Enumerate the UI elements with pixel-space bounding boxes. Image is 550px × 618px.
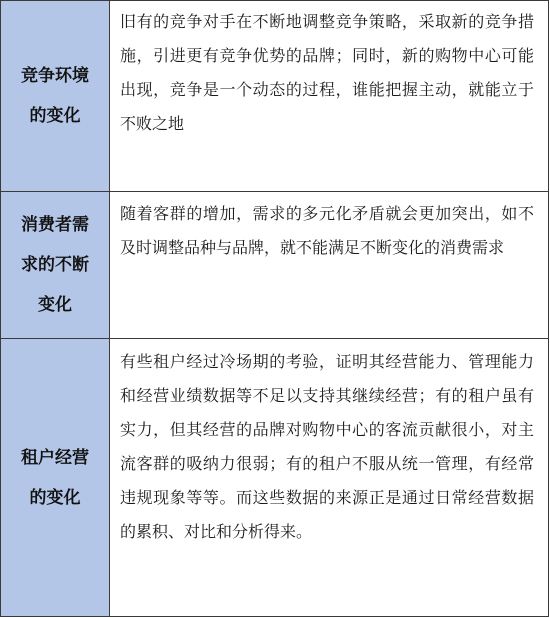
- table-row-competition: [1, 1, 548, 192]
- row-content: 有些租户经过冷场期的考验，证明其经营能力、管理能力和经营业绩数据等不足以支持其继续经营；有的租户虽有实力，但其经营的品牌对购物中心的客流贡献很小，对主流客群的吸纳力很弱；有的租户不服从统一管理，有经常违规现象等等。而这些数据的来源正是通过日常经营数据的累积、对比和分析得来。: [120, 352, 534, 541]
- row-content-cell: [110, 192, 548, 338]
- row-content: 随着客群的增加，需求的多元化矛盾就会更加突出，如不及时调整品种与品牌，就不能满足不断变化的消费需求: [120, 204, 534, 257]
- row-header-cell: [1, 192, 110, 338]
- row-header-cell: [1, 339, 110, 616]
- row-content: 旧有的竞争对手在不断地调整竞争策略，采取新的竞争措施，引进更有竞争优势的品牌；同时，新的购物中心可能出现，竞争是一个动态的过程，谁能把握主动，就能立于不败之地: [120, 12, 534, 133]
- row-content-cell: [110, 1, 548, 191]
- row-header-cell: [1, 1, 110, 191]
- table-row-tenant-operations: [1, 339, 548, 616]
- row-header: 租户经营的变化: [21, 447, 89, 508]
- row-header: 竞争环境的变化: [21, 66, 89, 126]
- table-row-consumer-demand: [1, 192, 548, 339]
- row-header: 消费者需求的不断变化: [21, 215, 89, 315]
- row-content-cell: [110, 339, 548, 616]
